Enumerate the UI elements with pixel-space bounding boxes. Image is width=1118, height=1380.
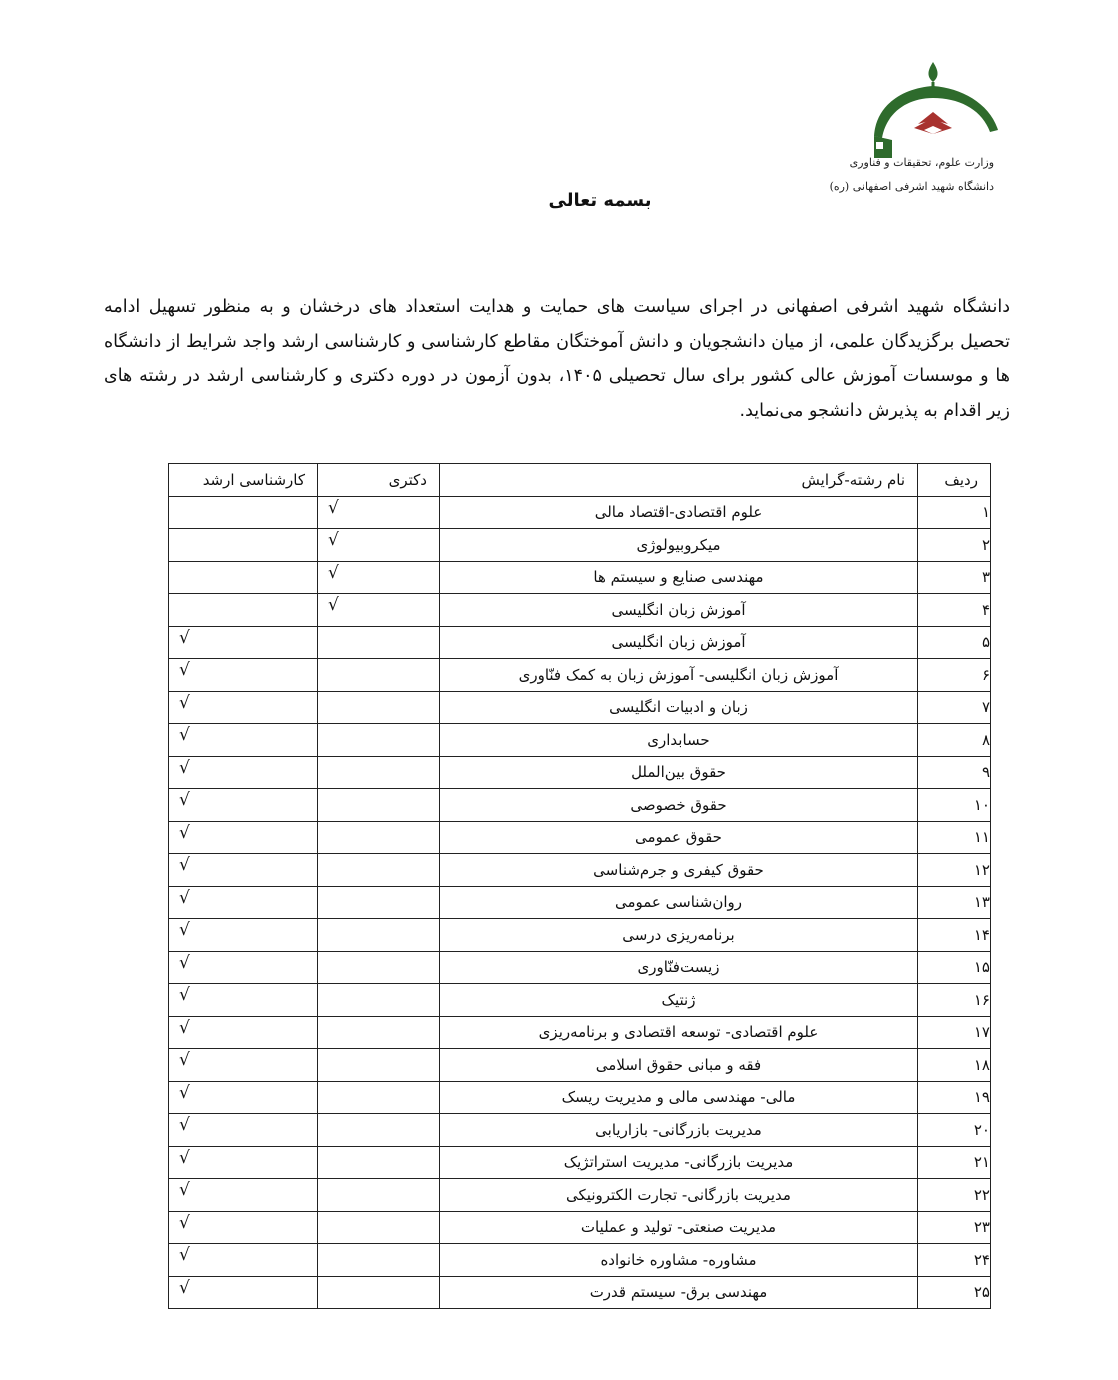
masters-check-mark: √	[179, 1245, 190, 1266]
row-number: ۳	[918, 561, 991, 594]
table-row	[169, 919, 991, 952]
table-row	[169, 854, 991, 887]
masters-cell	[169, 626, 318, 659]
program-name: علوم اقتصادی-اقتصاد مالی	[440, 496, 918, 529]
university-caption: دانشگاه شهید اشرفی اصفهانی (ره)	[829, 180, 994, 193]
doctorate-cell	[318, 626, 440, 659]
masters-check-mark: √	[179, 1017, 190, 1038]
table-header-row	[169, 464, 991, 497]
masters-check-mark: √	[179, 920, 190, 941]
row-number: ۷	[918, 691, 991, 724]
header-row-number: ردیف	[918, 464, 991, 497]
row-number: ۱۶	[918, 984, 991, 1017]
doctorate-cell	[318, 854, 440, 887]
masters-check-mark: √	[179, 757, 190, 778]
masters-cell	[169, 1049, 318, 1082]
row-number: ۲۴	[918, 1244, 991, 1277]
masters-cell	[169, 756, 318, 789]
masters-cell	[169, 951, 318, 984]
doctorate-check-mark: √	[328, 562, 339, 583]
masters-check-mark: √	[179, 952, 190, 973]
masters-cell	[169, 854, 318, 887]
doctorate-cell	[318, 1114, 440, 1147]
table-row	[169, 1114, 991, 1147]
row-number: ۱۱	[918, 821, 991, 854]
row-number: ۲۲	[918, 1179, 991, 1212]
masters-check-mark: √	[179, 1147, 190, 1168]
table-row	[169, 789, 991, 822]
row-number: ۱۰	[918, 789, 991, 822]
masters-cell	[169, 886, 318, 919]
doctorate-cell	[318, 659, 440, 692]
masters-check-mark: √	[179, 1050, 190, 1071]
row-number: ۹	[918, 756, 991, 789]
table-row	[169, 984, 991, 1017]
doctorate-cell	[318, 1211, 440, 1244]
masters-cell	[169, 529, 318, 562]
table-row	[169, 1244, 991, 1277]
row-number: ۱۳	[918, 886, 991, 919]
doctorate-cell	[318, 821, 440, 854]
table-row	[169, 1081, 991, 1114]
masters-cell	[169, 594, 318, 627]
masters-check-mark: √	[179, 1180, 190, 1201]
table-row	[169, 594, 991, 627]
masters-cell	[169, 496, 318, 529]
table-row	[169, 886, 991, 919]
header-masters: کارشناسی ارشد	[169, 464, 318, 497]
table-row	[169, 691, 991, 724]
program-name: مهندسی برق- سیستم قدرت	[440, 1276, 918, 1309]
row-number: ۸	[918, 724, 991, 757]
row-number: ۲۵	[918, 1276, 991, 1309]
row-number: ۱۵	[918, 951, 991, 984]
row-number: ۶	[918, 659, 991, 692]
program-name: مالی- مهندسی مالی و مدیریت ریسک	[440, 1081, 918, 1114]
program-name: آموزش زبان انگلیسی	[440, 594, 918, 627]
row-number: ۴	[918, 594, 991, 627]
program-name: ژنتیک	[440, 984, 918, 1017]
masters-check-mark: √	[179, 1212, 190, 1233]
table-row	[169, 496, 991, 529]
doctorate-check-mark: √	[328, 497, 339, 518]
table-row	[169, 951, 991, 984]
doctorate-cell	[318, 1276, 440, 1309]
masters-cell	[169, 919, 318, 952]
doctorate-cell	[318, 724, 440, 757]
masters-cell	[169, 1114, 318, 1147]
program-name: روان‌شناسی عمومی	[440, 886, 918, 919]
program-name: مهندسی صنایع و سیستم ها	[440, 561, 918, 594]
row-number: ۱۸	[918, 1049, 991, 1082]
masters-check-mark: √	[179, 692, 190, 713]
masters-cell	[169, 659, 318, 692]
table-row	[169, 529, 991, 562]
table-row	[169, 1016, 991, 1049]
table-row	[169, 724, 991, 757]
masters-cell	[169, 1081, 318, 1114]
page-heading: بسمه تعالی	[548, 190, 652, 211]
masters-cell	[169, 789, 318, 822]
program-name: مدیریت بازرگانی- مدیریت استراتژیک	[440, 1146, 918, 1179]
doctorate-check-mark: √	[328, 595, 339, 616]
doctorate-cell	[318, 984, 440, 1017]
masters-check-mark: √	[179, 822, 190, 843]
masters-cell	[169, 1211, 318, 1244]
doctorate-cell	[318, 594, 440, 627]
program-name: مشاوره- مشاوره خانواده	[440, 1244, 918, 1277]
program-name: حقوق عمومی	[440, 821, 918, 854]
row-number: ۵	[918, 626, 991, 659]
program-name: زیست‌فنّاوری	[440, 951, 918, 984]
row-number: ۲۰	[918, 1114, 991, 1147]
masters-check-mark: √	[179, 660, 190, 681]
table-row	[169, 1211, 991, 1244]
masters-cell	[169, 1146, 318, 1179]
program-name: مدیریت بازرگانی- تجارت الکترونیکی	[440, 1179, 918, 1212]
program-name: آموزش زبان انگلیسی- آموزش زبان به کمک فنّاوری	[440, 659, 918, 692]
masters-cell	[169, 724, 318, 757]
doctorate-cell	[318, 1179, 440, 1212]
program-name: فقه و مبانی حقوق اسلامی	[440, 1049, 918, 1082]
doctorate-cell	[318, 691, 440, 724]
row-number: ۱۹	[918, 1081, 991, 1114]
masters-cell	[169, 691, 318, 724]
university-dome-logo-icon	[866, 58, 1016, 158]
doctorate-cell	[318, 1146, 440, 1179]
table-row	[169, 1146, 991, 1179]
row-number: ۱	[918, 496, 991, 529]
programs-table	[168, 463, 991, 1309]
masters-check-mark: √	[179, 790, 190, 811]
program-name: مدیریت صنعتی- تولید و عملیات	[440, 1211, 918, 1244]
doctorate-cell	[318, 919, 440, 952]
masters-cell	[169, 984, 318, 1017]
program-name: برنامه‌ریزی درسی	[440, 919, 918, 952]
masters-check-mark: √	[179, 1115, 190, 1136]
masters-cell	[169, 1276, 318, 1309]
row-number: ۱۴	[918, 919, 991, 952]
table-row	[169, 561, 991, 594]
row-number: ۱۲	[918, 854, 991, 887]
doctorate-cell	[318, 1244, 440, 1277]
masters-check-mark: √	[179, 855, 190, 876]
row-number: ۱۷	[918, 1016, 991, 1049]
masters-cell	[169, 821, 318, 854]
program-name: حقوق بین‌الملل	[440, 756, 918, 789]
university-logo	[829, 58, 1016, 203]
row-number: ۲۱	[918, 1146, 991, 1179]
masters-cell	[169, 1016, 318, 1049]
masters-check-mark: √	[179, 725, 190, 746]
masters-check-mark: √	[179, 627, 190, 648]
doctorate-cell	[318, 951, 440, 984]
program-name: میکروبیولوژی	[440, 529, 918, 562]
table-row	[169, 659, 991, 692]
doctorate-cell	[318, 756, 440, 789]
program-name: مدیریت بازرگانی- بازاریابی	[440, 1114, 918, 1147]
program-name: حسابداری	[440, 724, 918, 757]
program-name: حقوق خصوصی	[440, 789, 918, 822]
table-row	[169, 626, 991, 659]
masters-check-mark: √	[179, 1082, 190, 1103]
header-program-name: نام رشته-گرایش	[440, 464, 918, 497]
masters-check-mark: √	[179, 887, 190, 908]
masters-check-mark: √	[179, 1277, 190, 1298]
doctorate-cell	[318, 529, 440, 562]
masters-cell	[169, 561, 318, 594]
doctorate-cell	[318, 886, 440, 919]
table-row	[169, 1276, 991, 1309]
ministry-caption: وزارت علوم، تحقیقات و فناوری	[849, 156, 994, 169]
table-row	[169, 1179, 991, 1212]
masters-cell	[169, 1244, 318, 1277]
table-row	[169, 821, 991, 854]
doctorate-cell	[318, 496, 440, 529]
row-number: ۲	[918, 529, 991, 562]
doctorate-cell	[318, 789, 440, 822]
doctorate-cell	[318, 1049, 440, 1082]
doctorate-cell	[318, 561, 440, 594]
program-name: آموزش زبان انگلیسی	[440, 626, 918, 659]
row-number: ۲۳	[918, 1211, 991, 1244]
doctorate-check-mark: √	[328, 530, 339, 551]
program-name: حقوق کیفری و جرم‌شناسی	[440, 854, 918, 887]
intro-paragraph: دانشگاه شهید اشرفی اصفهانی در اجرای سیاست های حمایت و هدایت استعداد های درخشان و به منظور تسهیل ادامه تحصیل برگزیدگان علمی، از میان دانشجویان و دانش آموختگان مقاطع کارشناسی و کارشناسی ارشد واجد شرایط از دانشگاه ها و موسسات آموزش عالی کشور برای سال تحصیلی ۱۴۰۵، بدون آزمون در دوره دکتری و کارشناسی ارشد در رشته های زیر اقدام به پذیرش دانشجو می‌نماید.	[104, 297, 1010, 421]
doctorate-cell	[318, 1081, 440, 1114]
masters-cell	[169, 1179, 318, 1212]
program-name: علوم اقتصادی- توسعه اقتصادی و برنامه‌ریزی	[440, 1016, 918, 1049]
doctorate-cell	[318, 1016, 440, 1049]
masters-check-mark: √	[179, 985, 190, 1006]
header-doctorate: دکتری	[318, 464, 440, 497]
program-name: زبان و ادبیات انگلیسی	[440, 691, 918, 724]
table-row	[169, 756, 991, 789]
table-row	[169, 1049, 991, 1082]
